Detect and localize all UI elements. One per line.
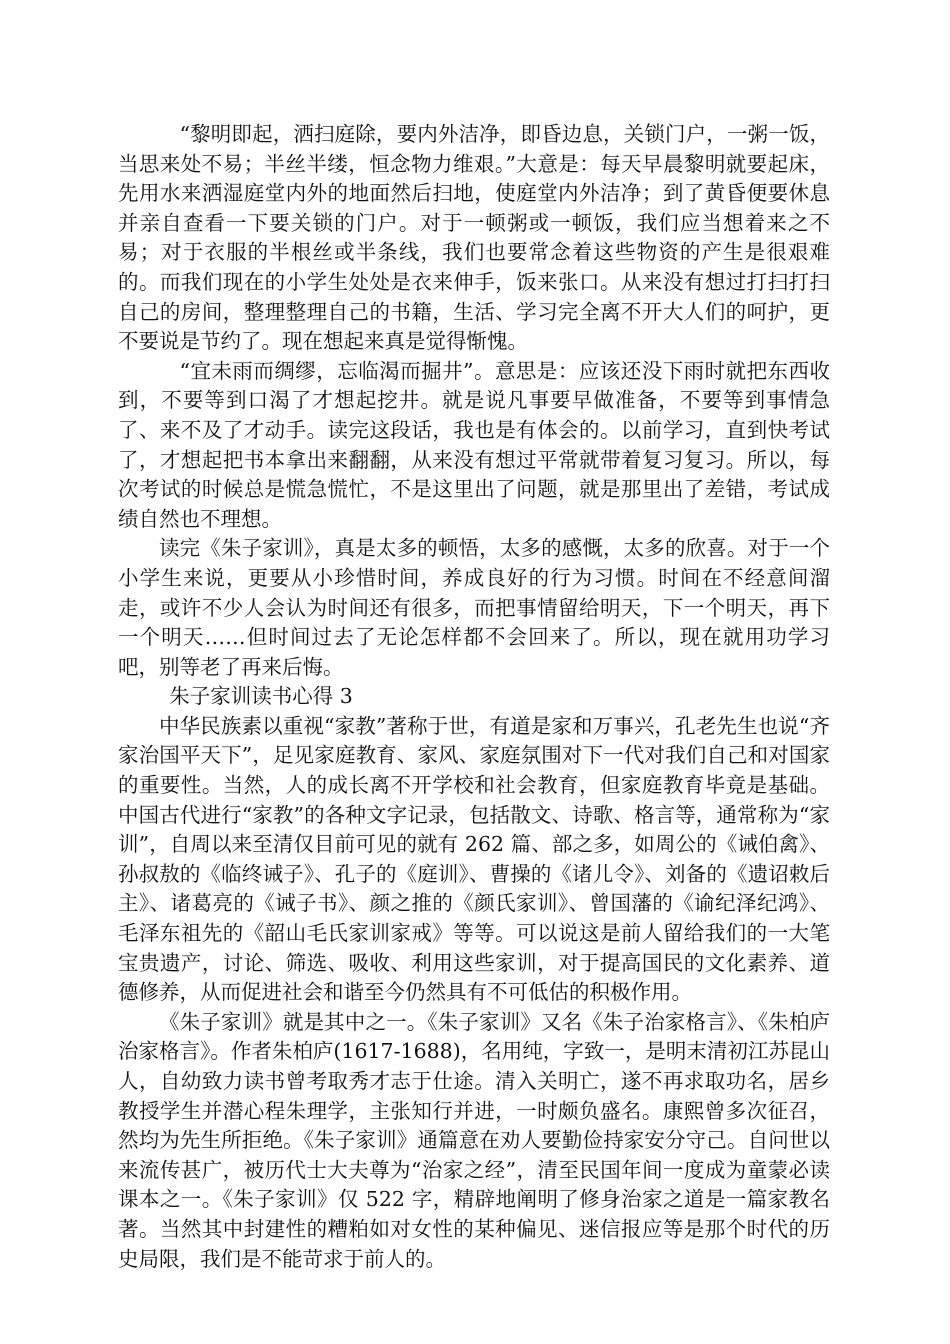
paragraph-quote-rain: “宜未雨而绸缪，忘临渴而掘井”。意思是：应该还没下雨时就把东西收到，不要等到口渴了才想起挖井。就是说凡事要早做准备，不要等到事情急了、来不及了才动手。读完这段话，我也是有体会的。以前学习，直到快考试了，才想起把书本拿出来翻翻，从来没有想过平常就带着复习复习。所以，每次考试的时候总是慌急慌忙，不是这里出了问题，就是那里出了差错，考试成绩自然也不理想。 xyxy=(118,358,830,531)
document-body xyxy=(118,120,830,1274)
paragraph-quote-morning: “黎明即起，洒扫庭除，要内外洁净，即昏边息，关锁门户，一粥一饭，当思来处不易；半丝半缕，恒念物力维艰。”大意是：每天早晨黎明就要起床，先用水来洒湿庭堂内外的地面然后扫地，使庭堂内外洁净；到了黄昏便要休息并亲自查看一下要关锁的门户。对于一顿粥或一顿饭，我们应当想着来之不易；对于衣服的半根丝或半条线，我们也要常念着这些物资的产生是很艰难的。而我们现在的小学生处处是衣来伸手，饭来张口。从来没有想过打扫打扫自己的房间，整理整理自己的书籍，生活、学习完全离不开大人们的呵护，更不要说是节约了。现在想起来真是觉得惭愧。 xyxy=(118,122,830,354)
section-title: 朱子家训读书心得 3 xyxy=(169,684,353,709)
paragraph-family-education: 中华民族素以重视“家教”著称于世，有道是家和万事兴，孔老先生也说“齐家治国平天下”，足见家庭教育、家风、家庭氛围对下一代对我们自己和对国家的重要性。当然，人的成长离不开学校和社会教育，但家庭教育毕竟是基础。中国古代进行“家教”的各种文字记录，包括散文、诗歌、格言等，通常称为“家训”，自周以来至清仅目前可见的就有 262 篇、部之多，如周公的《诫伯禽》、孙叔敖的《临终诫子》、孔子的《庭训》、曹操的《诸儿令》、刘备的《遗诏敕后主》、诸葛亮的《诫子书》、颜之推的《颜氏家训》、曾国藩的《谕纪泽纪鸿》、毛泽东祖先的《韶山毛氏家训家戒》等等。可以说这是前人留给我们的一大笔宝贵遗产，讨论、筛选、吸收、利用这些家训，对于提高国民的文化素养、道德修养，从而促进社会和谐至今仍然具有不可低估的积极作用。 xyxy=(118,713,830,1005)
paragraph-reflection: 读完《朱子家训》，真是太多的顿悟，太多的感慨，太多的欣喜。对于一个小学生来说，更要从小珍惜时间，养成良好的行为习惯。时间在不经意间溜走，或许不少人会认为时间还有很多，而把事情留给明天，下一个明天，再下一个明天……但时间过去了无论怎样都不会回来了。所以，现在就用功学习吧，别等老了再来后悔。 xyxy=(118,536,830,679)
paragraph-zhuzi-jiaxun: 《朱子家训》就是其中之一。《朱子家训》又名《朱子治家格言》、《朱柏庐治家格言》。作者朱柏庐(1617-1688)，名用纯，字致一，是明末清初江苏昆山人，自幼致力读书曾考取秀才志于仕途。清入关明亡，遂不再求取功名，居乡教授学生并潜心程朱理学，主张知行并进，一时颇负盛名。康熙曾多次征召，然均为先生所拒绝。《朱子家训》通篇意在劝人要勤俭持家安分守己。自问世以来流传甚广，被历代士大夫尊为“治家之经”，清至民国年间一度成为童蒙必读课本之一。《朱子家训》仅 522 字，精辟地阐明了修身治家之道是一篇家教名著。当然其中封建性的糟粕如对女性的某种偏见、迷信报应等是那个时代的历史局限，我们是不能苛求于前人的。 xyxy=(118,1009,830,1271)
